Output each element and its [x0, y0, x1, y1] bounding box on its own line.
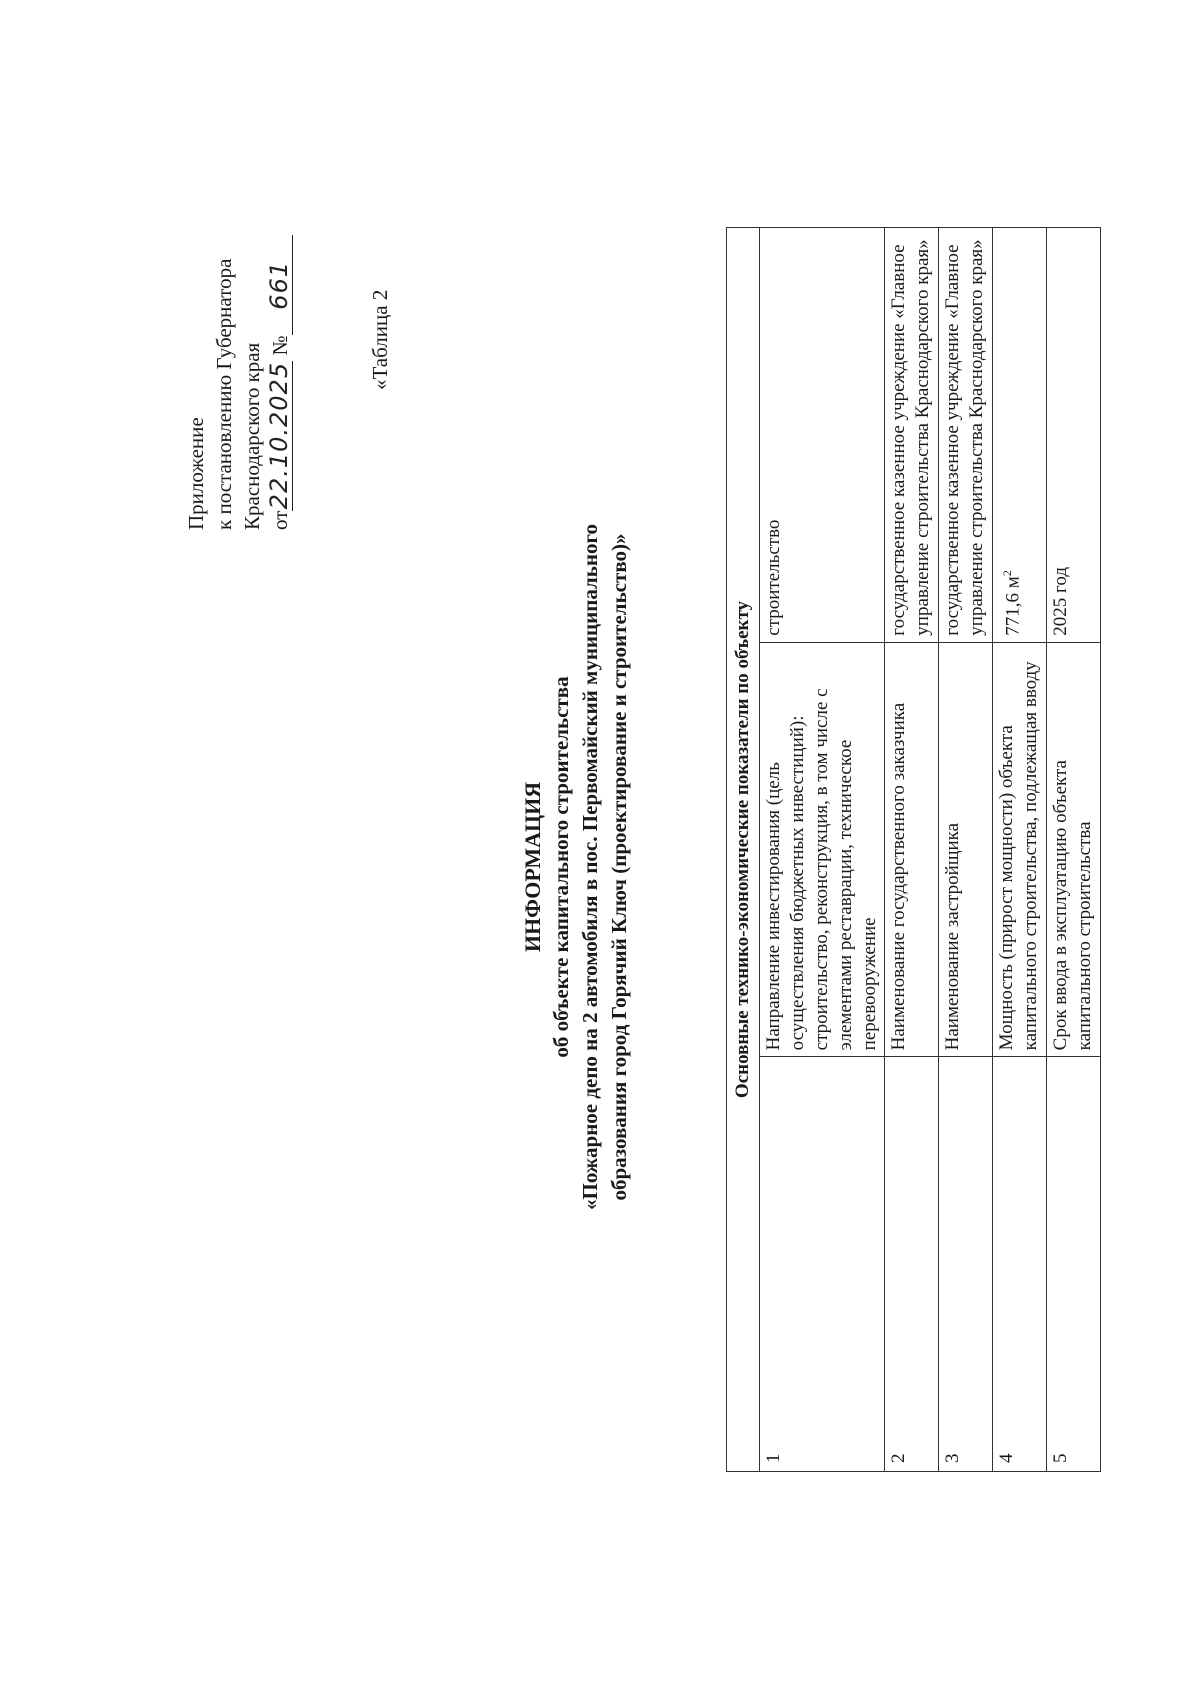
table-label: «Таблица 2	[368, 289, 392, 390]
table-row	[885, 228, 939, 1472]
row-value: строительство	[760, 228, 885, 643]
handwritten-date: 22.10.2025	[265, 361, 293, 510]
table-header: Основные технико-экономические показатели по объекту	[727, 228, 760, 1472]
title-heading: ИНФОРМАЦИЯ	[520, 781, 545, 953]
document-title	[518, 317, 634, 1417]
appendix-region: Краснодарского края	[240, 342, 264, 530]
date-prefix: от	[268, 510, 292, 530]
number-prefix: №	[268, 335, 292, 356]
row-number: 5	[1047, 1057, 1101, 1472]
row-number: 3	[939, 1057, 993, 1472]
appendix-date-number	[266, 200, 294, 530]
row-value: государственное казенное учреждение «Главное управление строительства Краснодарского края»	[939, 228, 993, 643]
capacity-unit-exponent: 2	[1000, 570, 1014, 577]
row-number: 4	[993, 1057, 1047, 1472]
capacity-value: 771,6 м	[1002, 576, 1024, 636]
row-label: Срок ввода в эксплуатацию объекта капитального строительства	[1047, 642, 1101, 1057]
table-header-row	[727, 228, 760, 1472]
row-value: 2025 год	[1047, 228, 1101, 643]
title-line-4: образования город Горячий Ключ (проектирование и строительство)»	[607, 533, 631, 1201]
table-row	[760, 228, 885, 1472]
row-number: 1	[760, 1057, 885, 1472]
row-value	[993, 228, 1047, 643]
row-value: государственное казенное учреждение «Главное управление строительства Краснодарского края»	[885, 228, 939, 643]
table-row	[1047, 228, 1101, 1472]
row-label: Направление инвестирования (цель осуществления бюджетных инвестиций): строительство, реконструкция, в том числе с элементами реставрации, техническое перевооружение	[760, 642, 885, 1057]
title-line-2: об объекте капитального строительства	[549, 676, 573, 1058]
appendix-title: Приложение	[184, 417, 208, 530]
handwritten-number: 661	[266, 235, 293, 335]
row-number: 2	[885, 1057, 939, 1472]
title-line-3: «Пожарное депо на 2 автомобиля в пос. Первомайский муниципального	[578, 523, 602, 1211]
indicators-table	[726, 227, 1101, 1472]
appendix-block	[182, 200, 294, 530]
table-row	[939, 228, 993, 1472]
row-label: Мощность (прирост мощности) объекта капитального строительства, подлежащая вводу	[993, 642, 1047, 1057]
table-row	[993, 228, 1047, 1472]
row-label: Наименование государственного заказчика	[885, 642, 939, 1057]
row-label: Наименование застройщика	[939, 642, 993, 1057]
appendix-decree: к постановлению Губернатора	[212, 258, 236, 530]
